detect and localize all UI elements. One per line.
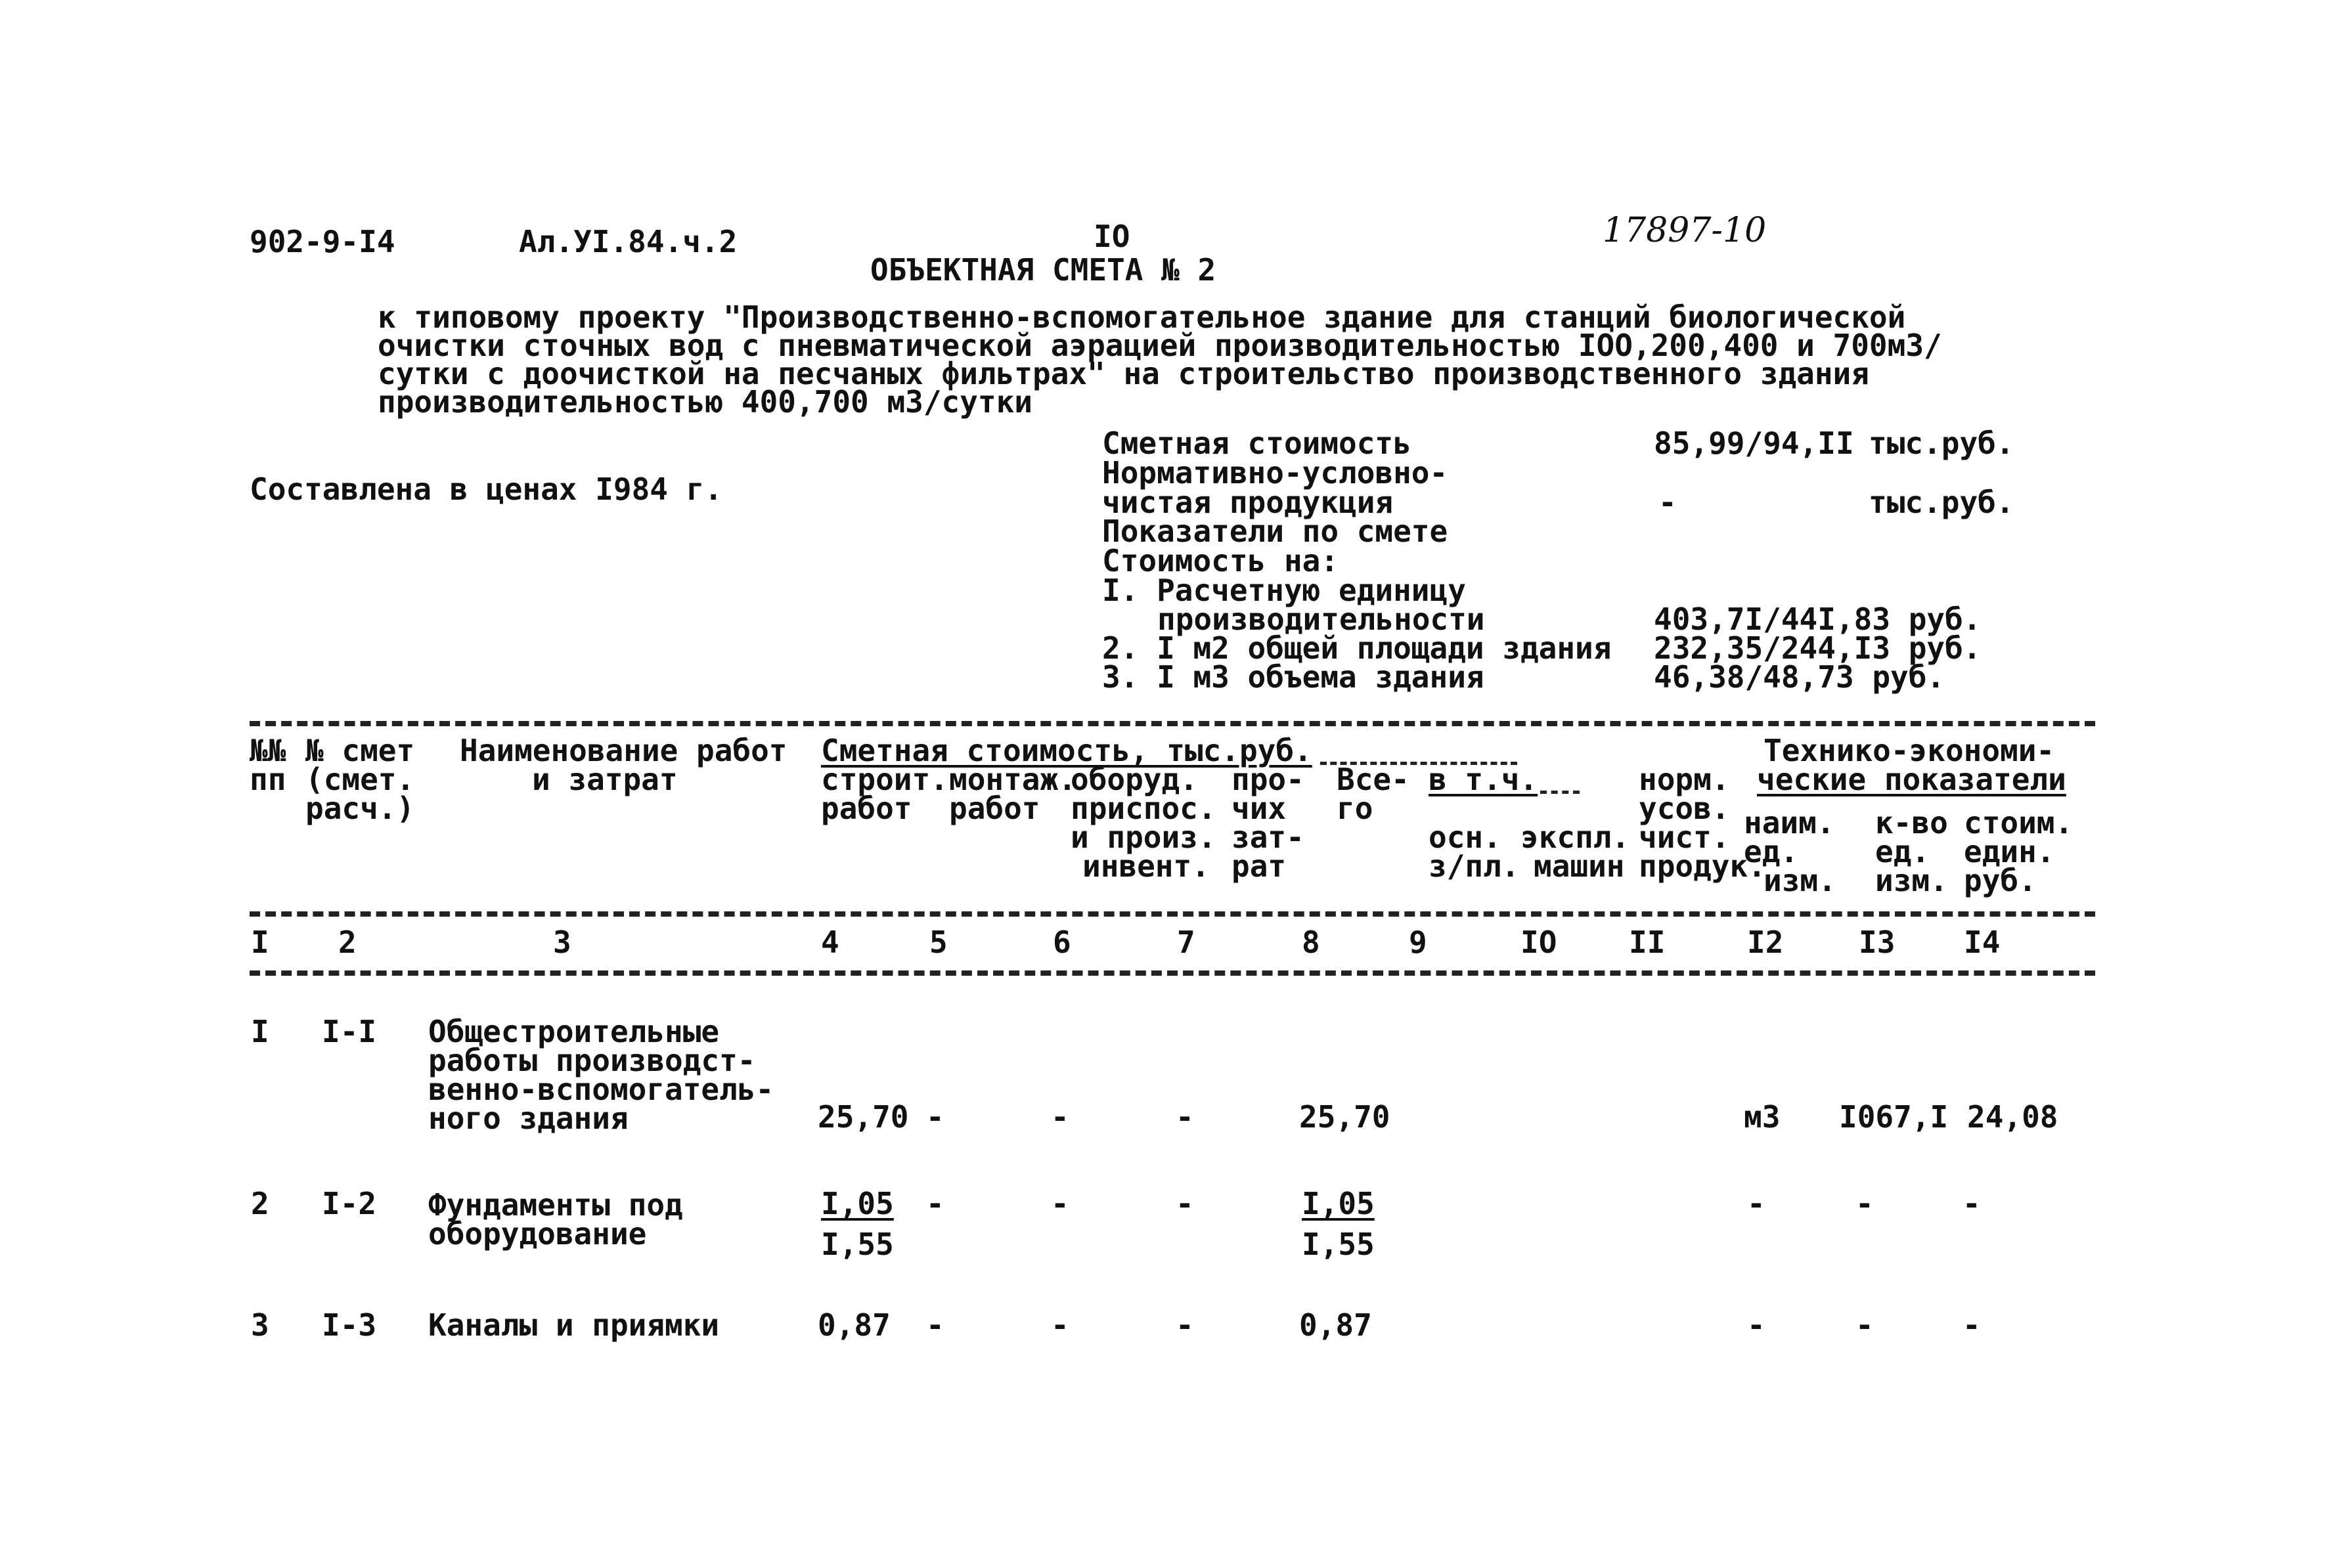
header-c7-2: чих [1231, 791, 1287, 826]
row2-c4-bottom: I,55 [821, 1227, 894, 1262]
row1-c14: 24,08 [1967, 1099, 2058, 1135]
row2-c14: - [1963, 1186, 1981, 1221]
item2-value: 232,35/244,I3 руб. [1654, 630, 1982, 666]
header-c10-2: машин [1534, 848, 1625, 884]
item1-value: 403,7I/44I,83 руб. [1654, 601, 1982, 637]
row1-c5: - [926, 1099, 944, 1135]
row3-c5: - [926, 1307, 944, 1343]
row3-name-1: Каналы и приямки [428, 1307, 720, 1343]
header-c9-2: з/пл. [1429, 848, 1520, 884]
header-c12-2: ед. [1744, 834, 1799, 869]
colnum-13: I3 [1859, 925, 1896, 960]
colnum-bottom-rule [250, 970, 2095, 976]
header-c13-3: изм. [1875, 863, 1948, 898]
colnum-3: 3 [553, 925, 571, 960]
row1-name-4: ного здания [428, 1100, 629, 1136]
header-c14-3: руб. [1964, 863, 2037, 898]
row3-c12: - [1747, 1307, 1765, 1343]
norm-label-1: Нормативно-условно- [1102, 455, 1448, 490]
header-vtch: в т.ч. [1429, 762, 1538, 797]
row1-name-3: венно-вспомогатель- [428, 1072, 774, 1107]
row2-c7: - [1176, 1186, 1194, 1221]
row1-c8: 25,70 [1299, 1099, 1390, 1135]
colnum-9: 9 [1409, 925, 1427, 960]
header-smeta-2: (смет. [305, 762, 415, 797]
colnum-7: 7 [1177, 925, 1195, 960]
colnum-2: 2 [338, 925, 357, 960]
header-vtch-rule [1540, 791, 1580, 794]
header-bottom-rule [250, 911, 2095, 917]
header-c6-2: приспос. [1071, 791, 1216, 826]
header-c14-1: стоим. [1964, 805, 2074, 840]
row1-name-1: Общестроительные [428, 1014, 720, 1049]
header-c8-1: Все- [1337, 762, 1409, 797]
intro-line-2: очистки сточных вод с пневматической аэрацией производительностью IOO,200,400 и 700м3/ [378, 328, 1942, 363]
album-code: Ал.УI.84.ч.2 [519, 224, 738, 259]
header-c4-1: строит. [821, 762, 948, 797]
header-num-2: пп [250, 762, 286, 797]
prices-note: Составлена в ценах I984 г. [250, 471, 723, 507]
norm-label-2: чистая продукция [1102, 485, 1394, 520]
row1-c4: 25,70 [818, 1099, 909, 1135]
row2-smeta: I-2 [322, 1186, 377, 1221]
row1-c13: I067,I [1839, 1099, 1949, 1135]
header-name-1: Наименование работ [460, 733, 787, 768]
row3-smeta: I-3 [322, 1307, 377, 1343]
header-c6-3: и произ. [1071, 819, 1216, 855]
document-code: 902-9-I4 [250, 224, 395, 259]
header-c7-1: про- [1231, 762, 1304, 797]
header-c11-2: усов. [1639, 791, 1730, 826]
norm-value: - [1658, 485, 1677, 520]
header-c11-3: чист. [1639, 819, 1730, 855]
header-c7-3: зат- [1231, 819, 1304, 855]
header-name-2: и затрат [532, 762, 678, 797]
row2-c12: - [1747, 1186, 1765, 1221]
header-tech-2: ческие показатели [1757, 762, 2066, 797]
row3-c8: 0,87 [1299, 1307, 1372, 1343]
row3-c14: - [1963, 1307, 1981, 1343]
row1-name-2: работы производст- [428, 1043, 756, 1078]
header-smeta-3: расч.) [305, 791, 415, 826]
header-c10-1: экспл. [1520, 819, 1630, 855]
item1-label-1: I. Расчетную единицу [1102, 573, 1466, 608]
colnum-12: I2 [1747, 925, 1784, 960]
header-c6-4: инвент. [1082, 848, 1210, 884]
cost-on-label: Стоимость на: [1102, 543, 1339, 578]
header-c13-2: ед. [1875, 834, 1930, 869]
colnum-5: 5 [929, 925, 948, 960]
intro-line-3: сутки с доочисткой на песчаных фильтрах" на строительство производственного здания [378, 356, 1869, 391]
row1-c6: - [1051, 1099, 1069, 1135]
cost-unit: тыс.руб. [1869, 425, 2014, 461]
header-smeta-1: № смет [305, 733, 415, 768]
header-c13-1: к-во [1875, 805, 1948, 840]
table-top-rule [250, 721, 2095, 726]
colnum-4: 4 [821, 925, 839, 960]
header-cost-group: Сметная стоимость, тыс.руб. [821, 733, 1312, 768]
colnum-6: 6 [1053, 925, 1071, 960]
header-c12-1: наим. [1744, 805, 1835, 840]
row2-name-2: оборудование [428, 1216, 647, 1252]
header-c9-1: осн. [1429, 819, 1501, 855]
colnum-14: I4 [1964, 925, 2001, 960]
colnum-8: 8 [1302, 925, 1320, 960]
document-title: ОБЪЕКТНАЯ СМЕТА № 2 [870, 252, 1216, 288]
item3-value: 46,38/48,73 руб. [1654, 659, 1945, 695]
row1-n: I [251, 1014, 269, 1049]
header-c6-1: оборуд. [1071, 762, 1198, 797]
row3-c7: - [1176, 1307, 1194, 1343]
row2-c6: - [1051, 1186, 1069, 1221]
row2-c5: - [926, 1186, 944, 1221]
row2-c13: - [1855, 1186, 1874, 1221]
item1-label-2: производительности [1157, 601, 1485, 637]
row3-n: 3 [251, 1307, 269, 1343]
colnum-11: II [1629, 925, 1666, 960]
header-num-1: №№ [250, 733, 286, 768]
row2-name-1: Фундаменты под [428, 1187, 683, 1223]
row2-c8-bottom: I,55 [1302, 1227, 1375, 1262]
header-c11-1: норм. [1639, 762, 1730, 797]
handwritten-reference: 17897-10 [1603, 211, 1767, 250]
page-number: IO [1094, 219, 1130, 254]
header-tech-1: Технико-экономи- [1763, 733, 2055, 768]
row3-c6: - [1051, 1307, 1069, 1343]
row2-c8-top: I,05 [1302, 1186, 1375, 1221]
row3-c13: - [1855, 1307, 1874, 1343]
header-c7-4: рат [1231, 848, 1287, 884]
header-c8-2: го [1337, 791, 1373, 826]
item2-label: 2. I м2 общей площади здания [1102, 630, 1612, 666]
colnum-1: I [251, 925, 269, 960]
row1-smeta: I-I [322, 1014, 377, 1049]
cost-label: Сметная стоимость [1102, 425, 1411, 461]
cost-value: 85,99/94,II [1654, 425, 1854, 461]
row2-c4-top: I,05 [821, 1186, 894, 1221]
intro-line-1: к типовому проекту "Производственно-вспомогательное здание для станций биологической [378, 299, 1906, 335]
header-c5-2: работ [949, 791, 1040, 826]
row3-c4: 0,87 [818, 1307, 891, 1343]
norm-unit: тыс.руб. [1869, 485, 2014, 520]
header-c5-1: монтаж. [949, 762, 1076, 797]
header-c11-4: продук. [1639, 848, 1766, 884]
indicators-label: Показатели по смете [1102, 513, 1448, 549]
item3-label: 3. I м3 объема здания [1102, 659, 1484, 695]
intro-line-4: производительностью 400,700 м3/сутки [378, 384, 1032, 420]
row1-c12: м3 [1744, 1099, 1781, 1135]
row1-c7: - [1176, 1099, 1194, 1135]
colnum-10: IO [1520, 925, 1557, 960]
row2-n: 2 [251, 1186, 269, 1221]
header-c4-2: работ [821, 791, 912, 826]
header-c14-2: един. [1964, 834, 2055, 869]
header-c12-3: изм. [1763, 863, 1836, 898]
